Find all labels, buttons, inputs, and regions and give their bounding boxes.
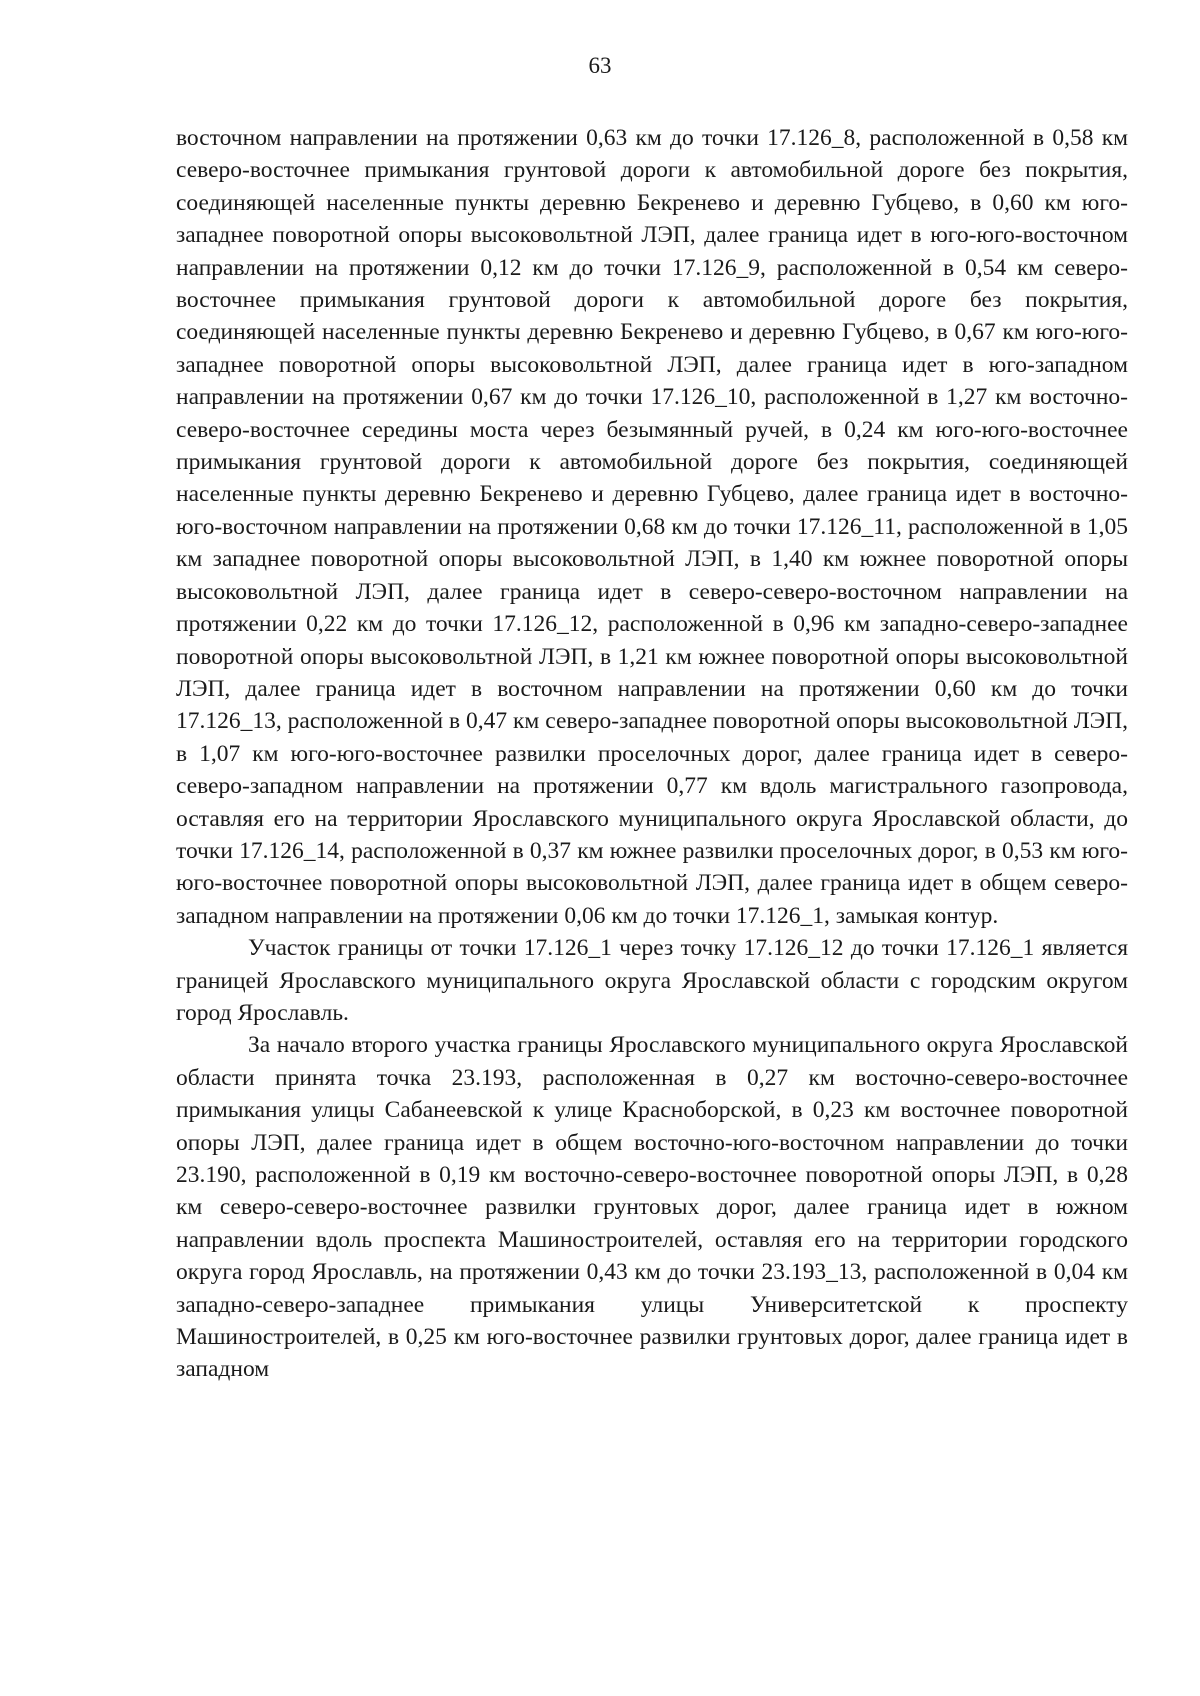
paragraph-boundary-segment-note: Участок границы от точки 17.126_1 через точку 17.126_12 до точки 17.126_1 является границей Ярославского муниципального округа Ярославской области с городским округом город Ярославль. <box>176 935 1128 1026</box>
page-number: 63 <box>588 53 612 78</box>
paragraph-boundary-description: восточном направлении на протяжении 0,63 км до точки 17.126_8, расположенной в 0,58 км северо-восточнее примыкания грунтовой дороги к автомобильной дороге без покрытия, соединяющей населенные пункты деревню Бекренево и деревню Губцево, в 0,60 км юго-западнее поворотной опоры высоковольтной ЛЭП, далее граница идет в юго-юго-восточном направлении на протяжении 0,12 км до точки 17.126_9, расположенной в 0,54 км северо-восточнее примыкания грунтовой дороги к автомобильной дороге без покрытия, соединяющей населенные пункты деревню Бекренево и деревню Губцево, в 0,67 км юго-юго-западнее поворотной опоры высоковольтной ЛЭП, далее граница идет в юго-западном направлении на протяжении 0,67 км до точки 17.126_10, расположенной в 1,27 км восточно-северо-восточнее середины моста через безымянный ручей, в 0,24 км юго-юго-восточнее примыкания грунтовой дороги к автомобильной дороге без покрытия, соединяющей населенные пункты деревню Бекренево и деревню Губцево, далее граница идет в восточно-юго-восточном направлении на протяжении 0,68 км до точки 17.126_11, расположенной в 1,05 км западнее поворотной опоры высоковольтной ЛЭП, в 1,40 км южнее поворотной опоры высоковольтной ЛЭП, далее граница идет в северо-северо-восточном направлении на протяжении 0,22 км до точки 17.126_12, расположенной в 0,96 км западно-северо-западнее поворотной опоры высоковольтной ЛЭП, в 1,21 км южнее поворотной опоры высоковольтной ЛЭП, далее граница идет в восточном направлении на протяжении 0,60 км до точки 17.126_13, расположенной в 0,47 км северо-западнее поворотной опоры высоковольтной ЛЭП, в 1,07 км юго-юго-восточнее развилки проселочных дорог, далее граница идет в северо-северо-западном направлении на протяжении 0,77 км вдоль магистрального газопровода, оставляя его на территории Ярославского муниципального округа Ярославской области, до точки 17.126_14, расположенной в 0,37 км южнее развилки проселочных дорог, в 0,53 км юго-юго-восточнее поворотной опоры высоковольтной ЛЭП, далее граница идет в общем северо-западном направлении на протяжении 0,06 км до точки 17.126_1, замыкая контур. <box>176 125 1128 929</box>
paragraph-second-segment-start: За начало второго участка границы Ярославского муниципального округа Ярославской области принята точка 23.193, расположенная в 0,27 км восточно-северо-восточнее примыкания улицы Сабанеевской к улице Красноборской, в 0,23 км восточнее поворотной опоры ЛЭП, далее граница идет в общем восточно-юго-восточном направлении до точки 23.190, расположенной в 0,19 км восточно-северо-восточнее поворотной опоры ЛЭП, в 0,28 км северо-северо-восточнее развилки грунтовых дорог, далее граница идет в южном направлении вдоль проспекта Машиностроителей, оставляя его на территории городского округа город Ярославль, на протяжении 0,43 км до точки 23.193_13, расположенной в 0,04 км западно-северо-западнее примыкания улицы Университетской к проспекту Машиностроителей, в 0,25 км юго-восточнее развилки грунтовых дорог, далее граница идет в западном <box>176 1032 1128 1383</box>
document-body <box>176 122 1128 1386</box>
